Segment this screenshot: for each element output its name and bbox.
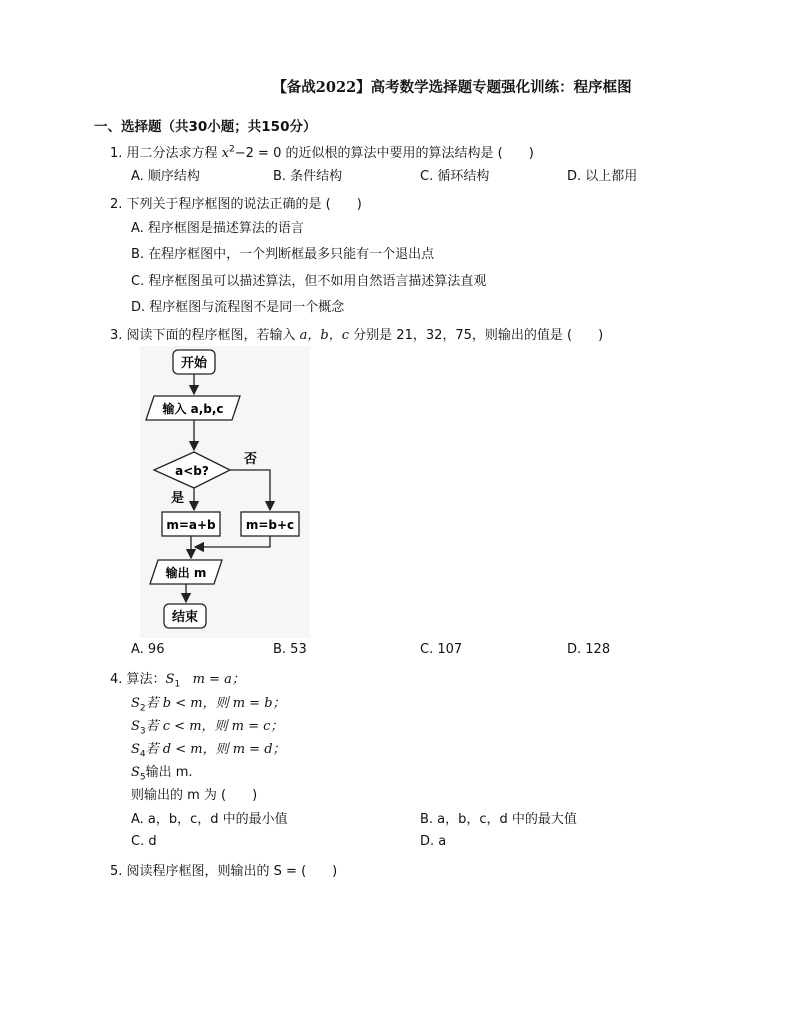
flowchart-start-text: 开始 bbox=[180, 356, 208, 371]
question-3-option-c: C. 107 bbox=[420, 642, 463, 657]
flowchart-input-text: 输入 a,b,c bbox=[162, 402, 224, 416]
question-2-option-d: D. 程序框图与流程图不是同一个概念 bbox=[131, 300, 345, 315]
flowchart-svg bbox=[140, 346, 310, 638]
document-title: 【备战2022】高考数学选择题专题强化训练：程序框图 bbox=[272, 79, 632, 96]
flowchart-end-text: 结束 bbox=[171, 610, 199, 625]
question-4-step-5: $S_5$输出 m. bbox=[131, 765, 193, 783]
question-3-option-d: D. 128 bbox=[567, 642, 611, 657]
question-4-step-2: $S_2$若 b < m，则 m = b； bbox=[131, 696, 286, 714]
question-1-option-c: C. 循环结构 bbox=[420, 169, 490, 184]
question-1-option-a: A. 顺序结构 bbox=[131, 169, 200, 184]
question-3-stem: 3. 阅读下面的程序框图，若输入 a，b，c 分别是 21，32，75，则输出的值是 ( ) bbox=[110, 328, 604, 343]
flowchart-yes-box-text: m=a+b bbox=[166, 518, 216, 532]
question-4-option-d: D. a bbox=[420, 834, 447, 849]
question-1-option-b: B. 条件结构 bbox=[273, 169, 343, 184]
flowchart-no-box-text: m=b+c bbox=[245, 518, 295, 532]
question-2-option-c: C. 程序框图虽可以描述算法，但不如用自然语言描述算法直观 bbox=[131, 274, 487, 289]
question-2-option-a: A. 程序框图是描述算法的语言 bbox=[131, 221, 304, 236]
question-4-option-b: B. a，b，c，d 中的最大值 bbox=[420, 812, 577, 827]
question-4-step-1: 4. 算法：$S_1$ m = a； bbox=[110, 672, 245, 690]
question-3-option-a: A. 96 bbox=[131, 642, 165, 657]
question-4-option-c: C. d bbox=[131, 834, 157, 849]
question-4-ask: 则输出的 m 为 ( ) bbox=[131, 788, 258, 803]
question-1-option-d: D. 以上都用 bbox=[567, 169, 638, 184]
flowchart-no-label: 否 bbox=[244, 452, 258, 467]
question-5-stem: 5. 阅读程序框图，则输出的 S = ( ) bbox=[110, 864, 338, 879]
flowchart-decision-text: a<b? bbox=[175, 464, 209, 478]
question-4-option-a: A. a，b，c，d 中的最小值 bbox=[131, 812, 288, 827]
question-4-step-4: $S_4$若 d < m，则 m = d； bbox=[131, 742, 286, 760]
question-2-stem: 2. 下列关于程序框图的说法正确的是 ( ) bbox=[110, 197, 362, 212]
question-4-step-3: $S_3$若 c < m，则 m = c； bbox=[131, 719, 284, 737]
question-3-option-b: B. 53 bbox=[273, 642, 307, 657]
question-2-option-b: B. 在程序框图中，一个判断框最多只能有一个退出点 bbox=[131, 247, 435, 262]
flowchart-yes-label: 是 bbox=[171, 491, 185, 506]
section-heading: 一、选择题（共30小题；共150分） bbox=[94, 119, 317, 135]
question-3-flowchart bbox=[140, 346, 310, 638]
flowchart-output-text: 输出 m bbox=[165, 566, 207, 580]
question-1-stem: 1. 用二分法求方程 $x^2-2 = 0$ 的近似根的算法中要用的算法结构是 ( ) bbox=[110, 144, 534, 161]
